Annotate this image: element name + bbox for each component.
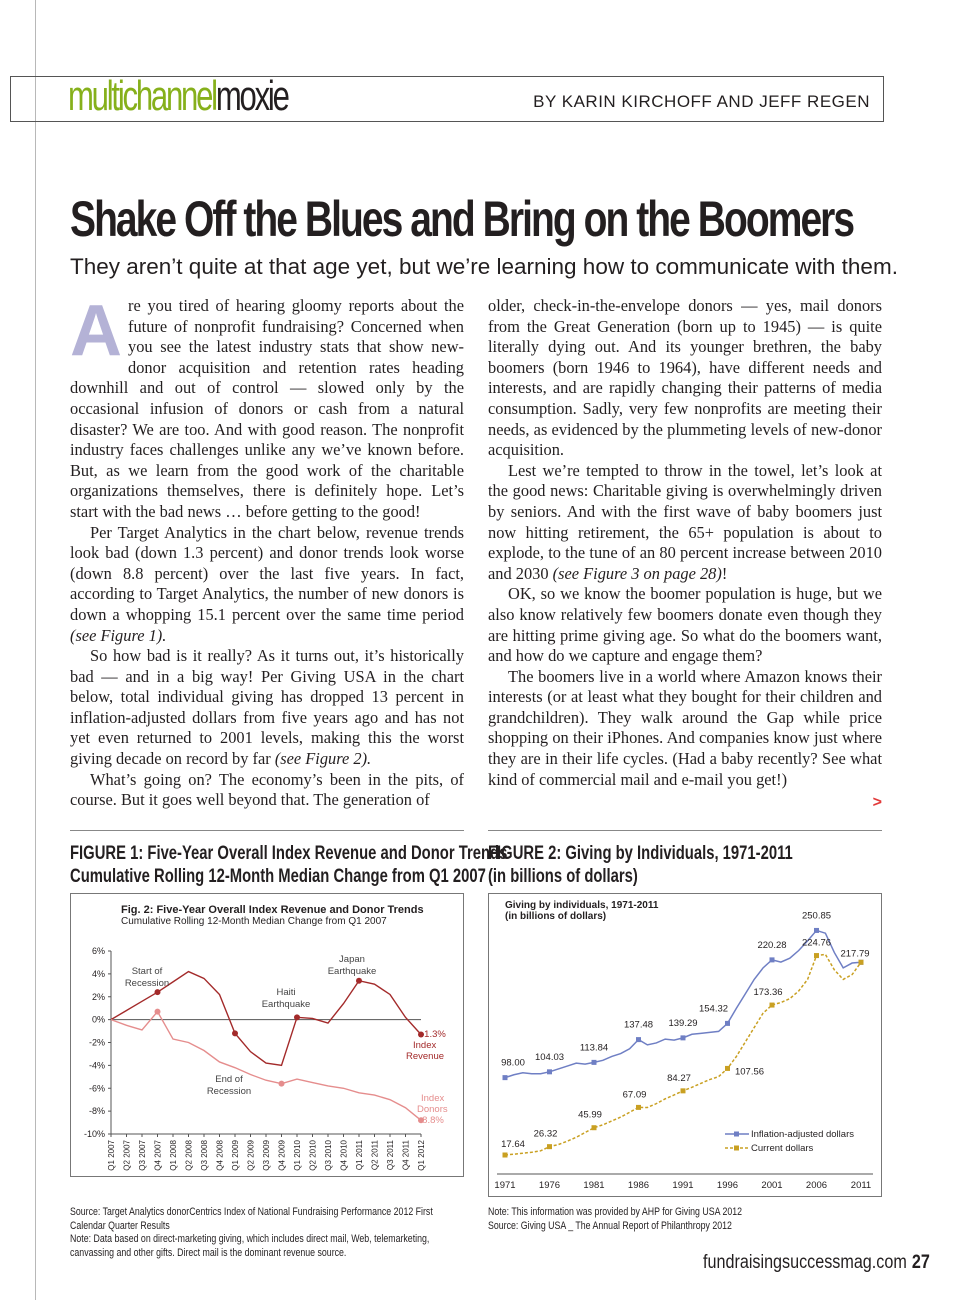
chart2-data-label-inflation: 154.32 xyxy=(698,1003,729,1015)
chart2-title: Giving by individuals, 1971-2011 xyxy=(505,900,659,911)
chart1-y-tick-label: 2% xyxy=(91,991,105,1002)
chart1-x-tick-label: Q1 2009 xyxy=(231,1140,240,1171)
chart1-x-tick-label: Q1 2007 xyxy=(107,1140,116,1171)
chart2-data-label-inflation: 98.00 xyxy=(501,1057,525,1069)
chart1-x-tick-label: Q3 2011 xyxy=(386,1140,395,1171)
paragraph-text: Lest we’re tempted to throw in the towel, let’s look at the good news: Charitable giving is overwhelmingly driven by seniors. And with the first wave of baby boomers just now hitting retirement, the 65+ population is about to explode, to the tune of an 80 percent increase between 2010 and 2030 xyxy=(488,460,882,583)
chart1-x-tick-label: Q1 2011 xyxy=(355,1140,364,1171)
chart2-point-marker xyxy=(547,1144,552,1149)
column-logo xyxy=(68,72,288,120)
body-column-1 xyxy=(70,291,464,811)
figure-1-reference: (see Figure 1). xyxy=(70,625,167,645)
figure-1-chart-frame xyxy=(70,893,464,1177)
chart1-annotation: Earthquake xyxy=(261,999,311,1010)
body-column-2 xyxy=(488,296,882,790)
figure-1-caption-line-2: Cumulative Rolling 12-Month Median Change from Q1 2007 xyxy=(70,866,486,887)
chart1-x-tick-label: Q2 2007 xyxy=(122,1140,132,1171)
chart2-x-tick-label: 1981 xyxy=(583,1180,605,1191)
figure-2-caption xyxy=(488,842,793,888)
chart2-legend-label-inflation: Inflation-adjusted dollars xyxy=(751,1129,854,1140)
chart1-point-marker xyxy=(356,978,362,984)
chart2-x-tick-label: 1971 xyxy=(494,1180,516,1191)
chart1-annotation: Haiti xyxy=(276,987,296,998)
chart1-end-label-donors: Index xyxy=(421,1093,445,1104)
chart1-x-tick-label: Q3 2010 xyxy=(324,1140,333,1171)
page-footer xyxy=(703,1252,930,1274)
continue-arrow-icon: > xyxy=(872,794,882,811)
chart2-point-marker xyxy=(725,1021,730,1026)
chart1-x-tick-label: Q1 2008 xyxy=(169,1140,178,1171)
chart2-subtitle: (in billions of dollars) xyxy=(505,911,607,922)
chart2-x-tick-label: 2001 xyxy=(761,1180,783,1191)
chart1-x-tick-label: Q4 2007 xyxy=(153,1140,163,1171)
chart1-x-tick-label: Q4 2008 xyxy=(215,1140,225,1171)
chart2-point-marker xyxy=(770,1003,775,1008)
chart2-x-tick-label: 1986 xyxy=(627,1180,650,1191)
article-headline: Shake Off the Blues and Bring on the Boomers xyxy=(70,191,854,247)
figure-1-caption-line-1: FIGURE 1: Five-Year Overall Index Revenue and Donor Trends xyxy=(70,843,508,864)
chart2-data-label-inflation: 137.48 xyxy=(623,1019,654,1031)
chart2-legend-marker-current xyxy=(734,1146,739,1151)
chart2-x-tick-label: 2006 xyxy=(805,1180,828,1191)
chart2-point-marker xyxy=(592,1125,597,1130)
chart1-x-tick-label: Q4 2010 xyxy=(339,1140,349,1171)
chart2-point-marker xyxy=(814,953,819,958)
figure-1-caption xyxy=(70,842,507,888)
chart1-y-tick-label: -2% xyxy=(88,1037,105,1048)
chart1-y-tick-label: -4% xyxy=(88,1060,105,1071)
chart1-y-tick-label: -10% xyxy=(83,1129,105,1139)
chart1-annotation: Japan xyxy=(339,954,365,965)
chart1-end-label-revenue: Revenue xyxy=(406,1051,445,1062)
figure-1-notes xyxy=(70,1206,458,1260)
chart2-data-label-current: 17.64 xyxy=(501,1139,525,1151)
figure-2-rule xyxy=(488,830,882,831)
figure-2-caption-line-2: (in billions of dollars) xyxy=(488,866,638,887)
chart1-end-label-revenue: Index xyxy=(413,1040,437,1051)
chart1-annotation: Recession xyxy=(206,1086,252,1097)
chart2-data-label-current: 84.27 xyxy=(667,1072,691,1084)
chart2-data-label-current: 224.76 xyxy=(801,937,832,949)
figure-3-reference: (see Figure 3 on page 28) xyxy=(552,563,722,583)
figure-2-note: Note: This information was provided by AHP for Giving USA 2012 xyxy=(488,1206,743,1218)
chart1-annotation: Earthquake xyxy=(327,966,377,977)
figure-2-notes xyxy=(488,1206,864,1233)
chart1-point-marker xyxy=(155,1009,161,1015)
chart2-point-marker xyxy=(681,1035,686,1040)
chart1-annotation: Start of xyxy=(131,966,163,977)
article-deck: They aren’t quite at that age yet, but we’re learning how to communicate with them. xyxy=(70,254,898,279)
chart2-data-label-inflation: 250.85 xyxy=(801,910,832,922)
chart2-data-label-inflation: 220.28 xyxy=(757,939,787,951)
chart1-y-tick-label: -6% xyxy=(88,1083,105,1094)
chart1-point-marker xyxy=(155,989,161,995)
chart1-x-tick-label: Q3 2008 xyxy=(200,1140,209,1171)
chart1-end-label-donors: -8.8% xyxy=(419,1115,444,1126)
chart1-end-label-donors: Donors xyxy=(417,1104,448,1115)
chart1-series-line-donors xyxy=(111,1012,421,1121)
paragraph xyxy=(70,523,464,647)
chart1-x-tick-label: Q1 2012 xyxy=(417,1140,426,1171)
chart2-point-marker xyxy=(592,1060,597,1065)
figure-2-chart xyxy=(489,894,881,1196)
figure-1-chart xyxy=(71,894,463,1176)
paragraph xyxy=(70,770,464,811)
chart1-point-marker xyxy=(232,1030,238,1036)
paragraph-text: Per Target Analytics in the chart below, revenue trends look bad (down 1.3 percent) and donor trends look worse (down 8.8 percent) over the last five years. In fact, according to Target Analytics, the number of new donors is down a whopping 15.1 percent over the same time period xyxy=(70,522,464,624)
chart1-annotation: Recession xyxy=(124,978,170,989)
chart2-data-label-inflation: 113.84 xyxy=(579,1042,609,1054)
exclamation: ! xyxy=(721,563,728,583)
chart1-x-tick-label: Q2 2009 xyxy=(246,1140,256,1171)
chart2-point-marker xyxy=(814,928,819,933)
chart1-end-label-revenue: -1.3% xyxy=(421,1029,446,1040)
chart2-point-marker xyxy=(547,1069,552,1074)
chart1-subtitle: Cumulative Rolling 12-Month Median Change from Q1 2007 xyxy=(121,916,387,927)
chart2-point-marker xyxy=(725,1066,730,1071)
chart2-data-label-current: 67.09 xyxy=(622,1089,647,1101)
chart1-x-tick-label: Q1 2010 xyxy=(293,1140,302,1171)
chart2-x-tick-label: 1996 xyxy=(716,1180,739,1191)
paragraph xyxy=(70,646,464,770)
chart2-x-tick-label: 1976 xyxy=(538,1180,561,1191)
chart1-y-tick-label: -8% xyxy=(88,1106,105,1117)
figure-2-source: Source: Giving USA _ The Annual Report of Philanthropy 2012 xyxy=(488,1219,732,1232)
figure-2-chart-frame xyxy=(488,893,882,1197)
paragraph-text: re you tired of hearing gloomy reports about the future of nonprofit fundraising? Concerned when you see the latest industry stats that show new-donor acquisition and retention rates heading downhill and out of control — slowed only by the occasional infusion of donors or cash from a natural disaster? We are too. And with good reason. The nonprofit industry faces challenges unlike any we’ve known before. But, as we learn from the good work of the charitable organizations themselves, there is definitely hope. Let’s start with the bad news … before getting to the good! xyxy=(70,296,464,521)
paragraph-text: The boomers live in a world where Amazon knows their interests (or at least what they bought for their children and grandchildren). They walk around the Gap while price shopping on their iPhones. And companies know just where they are in their life cycles. (Had a baby recently? See what kind of commercial mail and e-mail you get!) xyxy=(488,666,882,789)
chart2-point-marker xyxy=(681,1088,686,1093)
chart1-x-tick-label: Q3 2007 xyxy=(138,1140,147,1171)
paragraph xyxy=(70,291,464,523)
footer-site: fundraisingsuccessmag.com xyxy=(703,1252,907,1273)
figure-1-rule xyxy=(70,830,464,831)
chart2-point-marker xyxy=(859,960,864,965)
chart2-legend-marker-inflation xyxy=(734,1132,739,1137)
logo-part-multichannel: multichannel xyxy=(68,72,216,119)
chart2-point-marker xyxy=(503,1153,508,1158)
figure-1-note: Note: Data based on direct-marketing giving, which includes direct mail, Web, telemarketing, canvassing and other gifts. Direct mail is the dominant revenue source. xyxy=(70,1233,430,1259)
logo-part-moxie: moxie xyxy=(215,72,288,119)
chart2-point-marker xyxy=(770,957,775,962)
figure-1-source: Source: Target Analytics donorCentrics Index of National Fundraising Performance 2012 First Calendar Quarter Results xyxy=(70,1206,433,1232)
chart2-x-tick-label: 1991 xyxy=(672,1180,694,1191)
chart1-point-marker xyxy=(294,1014,300,1020)
chart2-point-marker xyxy=(503,1075,508,1080)
chart2-data-label-inflation: 139.29 xyxy=(668,1017,698,1029)
figure-2-caption-line-1: FIGURE 2: Giving by Individuals, 1971-2011 xyxy=(488,843,793,864)
figure-2-reference: (see Figure 2). xyxy=(274,749,372,769)
byline: BY KARIN KIRCHOFF AND JEFF REGEN xyxy=(533,92,870,111)
chart2-point-marker xyxy=(636,1037,641,1042)
paragraph xyxy=(488,296,882,461)
chart1-x-tick-label: Q2 2011 xyxy=(370,1140,380,1171)
chart2-legend-label-current: Current dollars xyxy=(751,1143,814,1154)
paragraph xyxy=(488,667,882,791)
chart2-data-label-inflation: 104.03 xyxy=(534,1051,565,1063)
chart2-point-marker xyxy=(636,1105,641,1110)
page-number: 27 xyxy=(912,1252,930,1273)
chart1-y-tick-label: 4% xyxy=(91,968,105,979)
chart1-x-tick-label: Q4 2009 xyxy=(277,1140,287,1171)
chart1-point-marker xyxy=(279,1081,285,1087)
page-margin-rule xyxy=(35,0,36,1300)
drop-cap: A xyxy=(70,291,122,371)
paragraph-text: So how bad is it really? As it turns out, it’s historically bad — and in a big way! Per Giving USA in the chart below, total individual giving has dropped 13 percent in inflation-adjusted dollars from five years ago and has not yet even returned to 2001 levels, making this the worst giving decade on record by far xyxy=(70,646,464,769)
chart1-x-tick-label: Q2 2010 xyxy=(308,1140,318,1171)
chart1-x-tick-label: Q4 2011 xyxy=(401,1140,411,1171)
chart1-x-tick-label: Q2 2008 xyxy=(184,1140,194,1171)
chart2-data-label-current: 173.36 xyxy=(753,987,783,999)
chart1-y-tick-label: 0% xyxy=(91,1014,105,1025)
chart1-x-tick-label: Q3 2009 xyxy=(262,1140,271,1171)
chart2-data-label-inflation: 217.79 xyxy=(840,948,870,960)
chart2-data-label-current: 107.56 xyxy=(734,1066,765,1078)
paragraph-text: What’s going on? The economy’s been in the pits, of course. But it goes well beyond that. The generation of xyxy=(70,769,464,810)
chart2-data-label-current: 26.32 xyxy=(533,1128,558,1140)
paragraph-text: OK, so we know the boomer population is huge, but we also know relatively few boomers donate even though they are hitting prime giving age. So what do the boomers want, and how do we capture and engage them? xyxy=(488,584,882,666)
chart1-annotation: End of xyxy=(215,1074,243,1085)
paragraph xyxy=(488,584,882,666)
chart2-x-tick-label: 2011 xyxy=(850,1180,872,1191)
paragraph-text: older, check-in-the-envelope donors — yes, mail donors from the Great Generation (born up to 1945) — is quite literally dying out. And its younger brethren, the baby boomers (born 1946 to 1964), have different needs and interests, and are rapidly changing their patterns of media consumption. Sadly, very few nonprofits are meeting their needs, as evidenced by the plummeting levels of new-donor acquisition. xyxy=(488,296,882,460)
chart2-data-label-current: 45.99 xyxy=(578,1109,602,1121)
chart1-y-tick-label: 6% xyxy=(91,946,105,956)
paragraph xyxy=(488,461,882,585)
chart1-title: Fig. 2: Five-Year Overall Index Revenue and Donor Trends xyxy=(121,904,424,916)
